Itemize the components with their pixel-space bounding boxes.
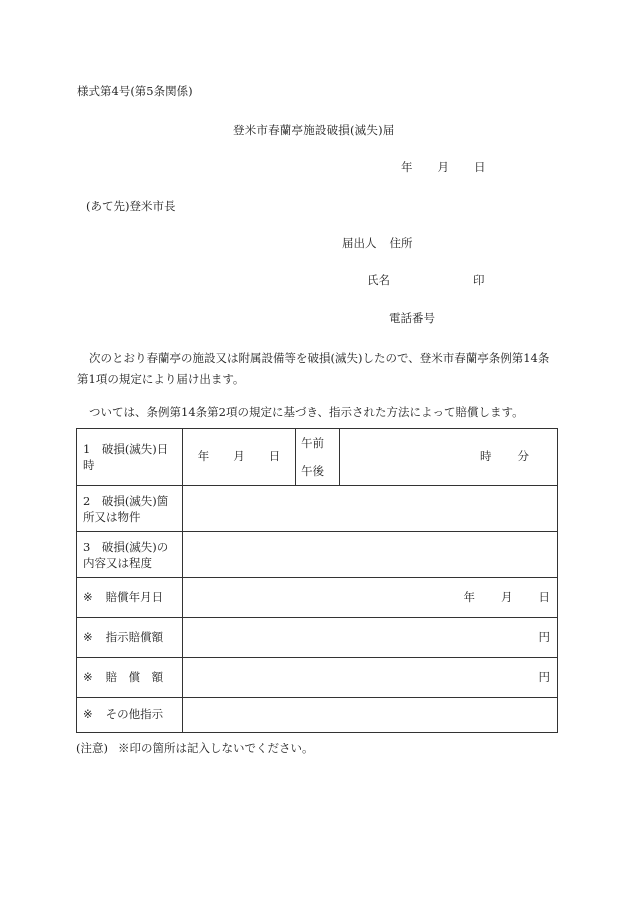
damage-report-table <box>76 428 558 733</box>
compensation-date-field[interactable]: 年 月 日 <box>183 578 558 618</box>
submission-date <box>401 162 486 174</box>
row-other-instructions <box>77 698 558 733</box>
minute-label: 分 <box>517 449 529 464</box>
date-month-label: 月 <box>437 160 449 174</box>
damage-year-label: 年 <box>197 449 210 464</box>
instructed-amount-label: ※ 指示賠償額 <box>77 618 183 658</box>
statement-paragraph: 次のとおり春蘭亭の施設又は附属設備等を破損(滅失)したので、登米市春蘭亭条例第14条第1項の規定により届け出ます。 <box>77 351 550 386</box>
yen-unit: 円 <box>538 629 550 644</box>
compensation-paragraph: ついては、条例第14条第2項の規定に基づき、指示された方法によって賠償します。 <box>89 405 524 419</box>
footer-note <box>76 743 313 755</box>
row-compensation-date <box>77 578 558 618</box>
ampm-selector[interactable] <box>296 429 340 486</box>
damage-extent-field[interactable] <box>183 532 558 578</box>
damage-month-label: 月 <box>233 449 245 464</box>
damage-day-label: 日 <box>268 449 281 464</box>
compensation-amount-field[interactable] <box>183 658 558 698</box>
hour-label: 時 <box>480 449 492 464</box>
date-day-label: 日 <box>474 160 486 174</box>
row-damage-datetime <box>77 429 558 486</box>
row-instructed-amount <box>77 618 558 658</box>
other-instructions-label: ※ その他指示 <box>77 698 183 733</box>
note-text: ※印の箇所は記入しないでください。 <box>117 741 314 755</box>
address-label: 住所 <box>389 236 413 250</box>
damage-date-field[interactable] <box>183 429 296 486</box>
applicant-name-label: 氏名 <box>367 273 390 287</box>
other-instructions-field[interactable] <box>183 698 558 733</box>
date-year-label: 年 <box>401 160 413 174</box>
damage-extent-label: 3 破損(滅失)の 内容又は程度 <box>77 532 183 578</box>
row-damage-extent <box>77 532 558 578</box>
yen-unit: 円 <box>538 669 550 684</box>
document-title: 登米市春蘭亭施設破損(滅失)届 <box>233 123 395 137</box>
row-damage-location <box>77 486 558 532</box>
compensation-date-label: ※ 賠償年月日 <box>77 578 183 618</box>
damage-datetime-label: 1 破損(滅失)日 時 <box>77 429 183 486</box>
am-option[interactable]: 午前 <box>301 436 324 450</box>
seal-mark: 印 <box>473 273 485 287</box>
damage-location-field[interactable] <box>183 486 558 532</box>
damage-time-field[interactable] <box>340 429 558 486</box>
addressee: (あて先)登米市長 <box>86 199 176 213</box>
note-label: (注意) <box>76 741 108 755</box>
applicant-address-line <box>342 238 413 250</box>
compensation-amount-label: ※ 賠 償 額 <box>77 658 183 698</box>
damage-location-label: 2 破損(滅失)箇 所又は物件 <box>77 486 183 532</box>
row-compensation-amount <box>77 658 558 698</box>
form-number: 様式第4号(第5条関係) <box>77 84 193 98</box>
phone-label: 電話番号 <box>389 311 435 325</box>
applicant-label: 届出人 <box>342 236 377 250</box>
instructed-amount-field[interactable] <box>183 618 558 658</box>
pm-option[interactable]: 午後 <box>301 464 324 478</box>
